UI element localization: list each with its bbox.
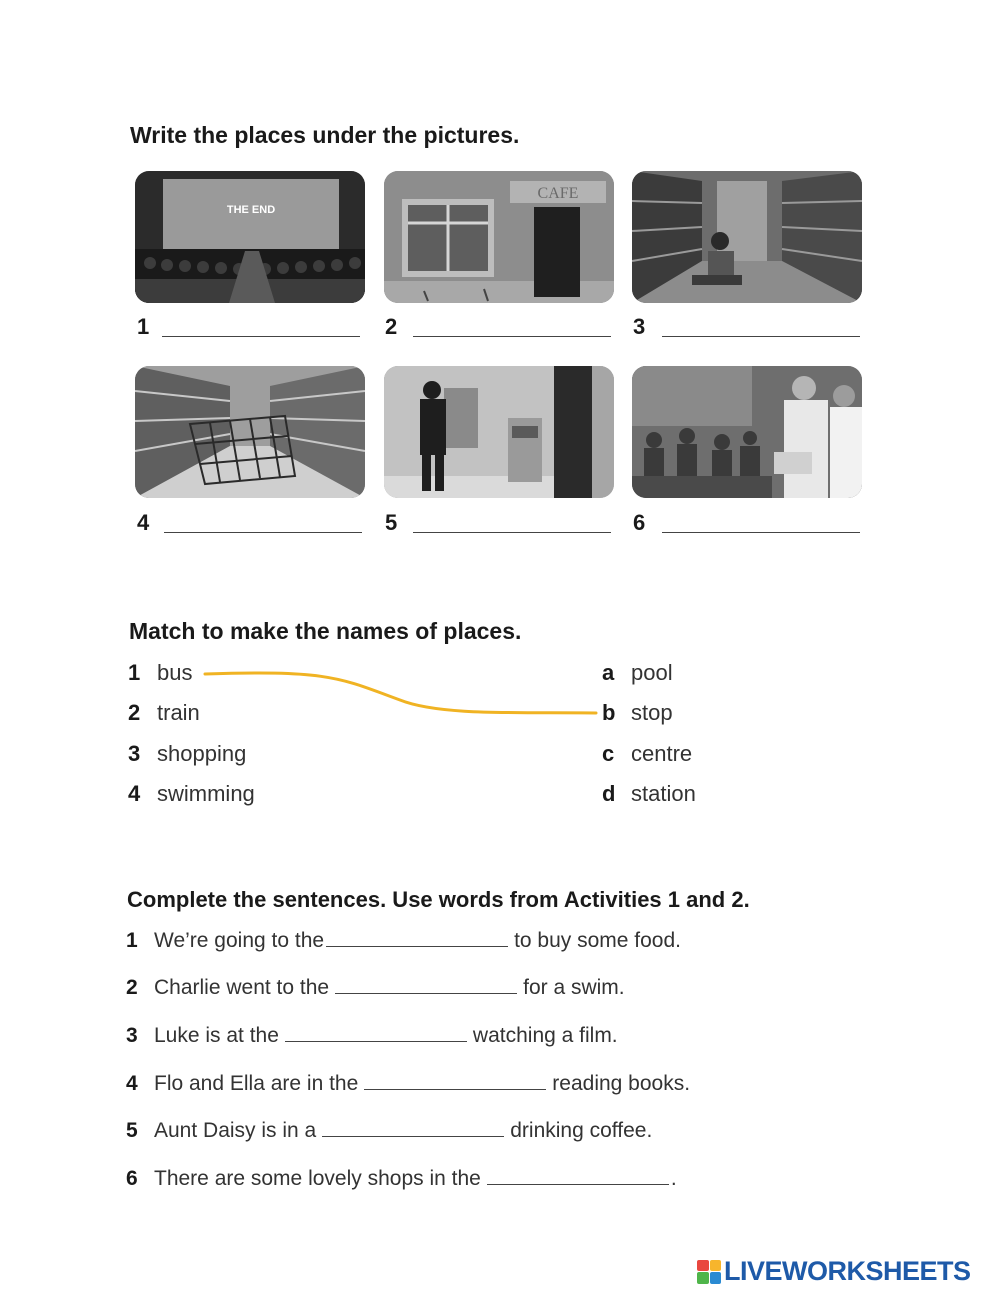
answer-line-3[interactable] <box>662 336 860 337</box>
match-right-letter: c <box>602 741 615 766</box>
match-right-item-a[interactable] <box>602 660 673 686</box>
match-right-item-b[interactable] <box>602 700 673 726</box>
sentence-number: 2 <box>126 976 138 999</box>
sentence-before: Charlie went to the <box>154 976 330 999</box>
answer-line-5[interactable] <box>413 532 611 533</box>
picture-library <box>632 171 862 303</box>
answer-blank-5[interactable] <box>322 1118 504 1137</box>
match-right-letter: b <box>602 700 616 725</box>
activity1-heading: Write the places under the pictures. <box>130 122 520 148</box>
logo-text: LIVEWORKSHEETS <box>724 1256 971 1286</box>
answer-line-4[interactable] <box>164 532 362 533</box>
picture-number-3: 3 <box>633 314 646 339</box>
answer-line-1[interactable] <box>162 336 360 337</box>
match-left-number: 1 <box>128 660 141 685</box>
answer-line-6[interactable] <box>662 532 860 533</box>
match-left-word: bus <box>157 660 193 685</box>
sentence-number: 4 <box>126 1072 138 1095</box>
sentence-1 <box>126 928 681 953</box>
sentence-number: 3 <box>126 1024 138 1047</box>
sentence-before: Aunt Daisy is in a <box>154 1119 317 1142</box>
picture-number-4: 4 <box>137 510 150 535</box>
activity2-heading: Match to make the names of places. <box>129 618 522 644</box>
sentence-3 <box>126 1023 618 1048</box>
match-left-item-4[interactable] <box>128 781 255 807</box>
logo-mark-icon <box>697 1260 721 1284</box>
picture-bank <box>384 366 614 498</box>
sentence-after: for a swim. <box>523 976 625 999</box>
sentence-after: watching a film. <box>472 1024 618 1047</box>
activity3-heading: Complete the sentences. Use words from Activities 1 and 2. <box>127 887 750 912</box>
picture-number-2: 2 <box>385 314 398 339</box>
sentence-number: 6 <box>126 1167 138 1190</box>
match-right-word: centre <box>631 741 693 766</box>
sentence-before: There are some lovely shops in the <box>154 1167 481 1190</box>
sentence-6 <box>126 1166 677 1191</box>
liveworksheets-logo <box>697 1256 971 1287</box>
match-right-letter: a <box>602 660 615 685</box>
picture-number-6: 6 <box>633 510 646 535</box>
answer-blank-4[interactable] <box>364 1071 546 1090</box>
sentence-before: We’re going to the <box>154 929 325 952</box>
match-right-word: pool <box>631 660 673 685</box>
picture-number-1: 1 <box>137 314 150 339</box>
sentence-after: drinking coffee. <box>510 1119 653 1142</box>
sentence-number: 5 <box>126 1119 138 1142</box>
match-left-word: train <box>157 700 200 725</box>
match-left-number: 2 <box>128 700 141 725</box>
cinema-screen-text: THE END <box>226 204 276 216</box>
sentence-number: 1 <box>126 929 138 952</box>
sentence-after: reading books. <box>552 1072 691 1095</box>
cafe-sign-text: CAFE <box>537 185 579 202</box>
picture-cafe <box>384 171 614 303</box>
match-right-letter: d <box>602 781 616 806</box>
answer-blank-6[interactable] <box>487 1166 669 1185</box>
sentence-after: . <box>670 1167 677 1190</box>
match-left-number: 4 <box>128 781 141 806</box>
picture-number-5: 5 <box>385 510 398 535</box>
match-left-number: 3 <box>128 741 141 766</box>
picture-supermarket <box>135 366 365 498</box>
sentence-5 <box>126 1118 652 1143</box>
answer-blank-2[interactable] <box>335 975 517 994</box>
picture-hospital <box>632 366 862 498</box>
answer-blank-3[interactable] <box>285 1023 467 1042</box>
match-left-item-3[interactable] <box>128 741 246 767</box>
match-right-item-c[interactable] <box>602 741 692 767</box>
match-left-word: shopping <box>157 741 247 766</box>
match-right-item-d[interactable] <box>602 781 696 807</box>
answer-line-2[interactable] <box>413 336 611 337</box>
sentence-4 <box>126 1071 690 1096</box>
sentence-before: Flo and Ella are in the <box>154 1072 359 1095</box>
match-right-word: stop <box>631 700 673 725</box>
sentence-after: to buy some food. <box>514 929 681 952</box>
sentence-2 <box>126 975 625 1000</box>
sentence-before: Luke is at the <box>154 1024 279 1047</box>
match-right-word: station <box>631 781 696 806</box>
picture-cinema <box>135 171 365 303</box>
answer-blank-1[interactable] <box>326 928 508 947</box>
match-left-word: swimming <box>157 781 255 806</box>
match-left-item-2[interactable] <box>128 700 200 726</box>
match-left-item-1[interactable] <box>128 660 192 686</box>
